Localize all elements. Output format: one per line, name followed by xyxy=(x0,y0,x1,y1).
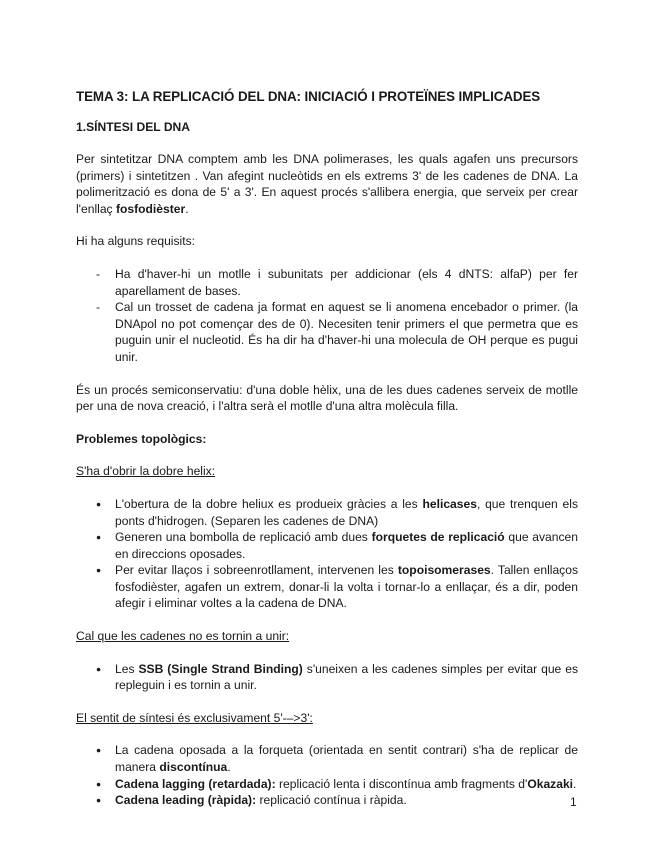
document-page xyxy=(76,88,578,809)
text-run: . Tallen enllaços fosfodièster, agafen un extrem, donar-li la volta i tornar-lo a enllaçar, és a dir, poden afegir i eliminar voltes a la cadena de DNA. xyxy=(115,563,578,611)
text-run: . xyxy=(227,760,231,775)
list-item xyxy=(76,792,578,809)
text-run: , que trenquen els ponts d'hidrogen. (Separen les cadenes de DNA) xyxy=(115,496,578,528)
underlined-heading: Cal que les cadenes no es tornin a unir: xyxy=(76,629,290,644)
text-run: s'uneixen a les cadenes simples per evitar que es repleguin i es tornin a unir. xyxy=(115,661,579,693)
underlined-heading: El sentit de síntesi és exclusivament 5'-–>3': xyxy=(76,710,313,725)
list-item xyxy=(76,776,578,793)
text-run: que avancen en direccions oposades. xyxy=(115,530,579,561)
requirements-intro: Hi ha alguns requisits: xyxy=(76,234,195,249)
list-item: - Cal un trosset de cadena ja format en aquest se li anomena encebador o primer. (la DNApol no pot començar des de 0). Necesiten tenir primers el que permetra que es puguin unir el nucleotid. És ha dir ha d'haver-hi una molecula de OH perque es pugui unir. xyxy=(76,299,578,365)
bold-term: fosfodièster xyxy=(115,201,186,216)
text-run: L'obertura de la dobre heliux es produeix gràcies a les xyxy=(115,496,423,511)
list-item xyxy=(76,661,578,694)
page-number: 1 xyxy=(570,795,577,809)
bold-term: Okazaki xyxy=(527,776,574,791)
text-run: Generen una bombolla de replicació amb dues xyxy=(115,530,372,545)
underlined-heading: S'ha d'obrir la dobre helix: xyxy=(76,464,216,479)
section-heading: 1.SÍNTESI DEL DNA xyxy=(76,120,191,134)
list-item xyxy=(76,562,578,612)
bold-term: discontínua xyxy=(159,760,228,775)
text-run: Per sintetitzar DNA comptem amb les DNA polimerases, les quals agafen uns precursors (primers) i sintetitzen . Van afegint nucleòtids en els extrems 3' de les cadenes de DNA. La polimerització es dona de 5' a 3'. En aquest procés s'allibera energia, que serveix per crear l'enllaç xyxy=(76,152,578,216)
text-run: . xyxy=(573,776,577,791)
text-run: . xyxy=(185,201,189,216)
bold-term: topoisomerases xyxy=(397,563,491,578)
list-item xyxy=(76,529,578,562)
text-run: Per evitar llaços i sobreenrotllament, intervenen les xyxy=(115,563,398,578)
intro-paragraph xyxy=(76,151,578,217)
bold-term: SSB (Single Strand Binding) xyxy=(138,661,303,676)
bullet-list xyxy=(76,742,578,808)
bold-term: helicases xyxy=(422,496,477,511)
bullet-list xyxy=(76,496,578,612)
semiconservative-paragraph: És un procés semiconservatiu: d'una doble hèlix, una de les dues cadenes serveix de motlle per una de nova creació, i l'altra serà el motlle d'una altra molècula filla. xyxy=(76,382,578,414)
subsection-heading xyxy=(76,431,578,448)
list-item: - Ha d'haver-hi un motlle i subunitats per addicionar (els 4 dNTS: alfaP) per fer aparellament de bases. xyxy=(76,266,578,299)
bold-heading: Problemes topològics: xyxy=(76,431,207,446)
list-item xyxy=(76,496,578,529)
document-title: TEMA 3: LA REPLICACIÓ DEL DNA: INICIACIÓ I PROTEÏNES IMPLICADES xyxy=(76,89,541,104)
text-run: La cadena oposada a la forqueta (orientada en sentit contrari) s'ha de replicar de manera xyxy=(115,743,578,775)
text-run: replicació lenta i discontínua amb fragments d' xyxy=(275,776,528,791)
text-run: Les xyxy=(115,661,139,676)
requirements-list xyxy=(76,266,578,366)
bold-term: Cadena leading (ràpida): xyxy=(115,793,257,808)
bullet-list xyxy=(76,661,578,694)
list-item xyxy=(76,742,578,775)
bold-term: Cadena lagging (retardada): xyxy=(115,776,276,791)
text-run: replicació contínua i ràpida. xyxy=(256,793,407,808)
bold-term: forquetes de replicació xyxy=(371,530,505,545)
